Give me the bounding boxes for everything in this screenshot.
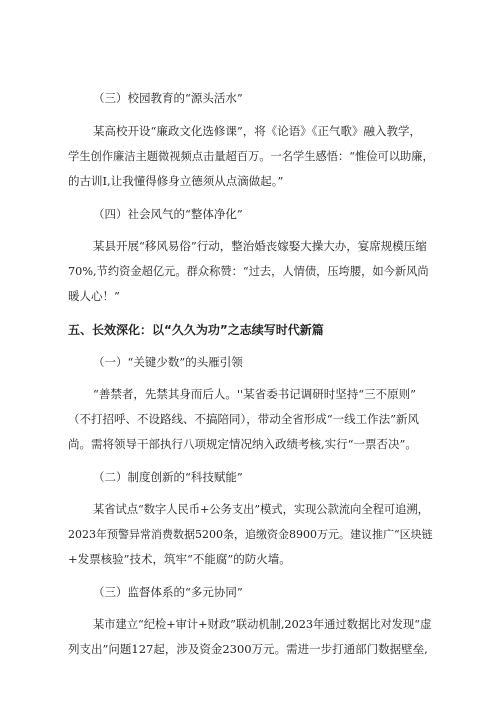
paragraph-line: 某县开展“移风易俗”行动，整治婚丧嫁娶大操大办，宴席规模压缩	[93, 239, 427, 253]
paragraph-line: 某市建立“纪检+审计+财政”联动机制,2023年通过数据比对发现“虚	[93, 618, 432, 631]
paragraph-line: 列支出”问题127起，涉及资金2300万元。需进一步打通部门数据壁垒,	[68, 642, 428, 656]
section-heading-multi-collaboration: （三）监督体系的“多元协同”	[93, 585, 243, 599]
paragraph-line: 学生创作廉洁主题微视频点击量超百万。一名学生感悟：“惟俭可以助廉，	[68, 150, 434, 163]
paragraph-line: 某省试点“数字人民币+公务支出”模式，实现公款流向全程可追溯，	[93, 503, 429, 516]
paragraph-line: 70%,节约资金超亿元。群众称赞：“过去，人情债，压垮腰，如今新风尚	[68, 265, 429, 278]
paragraph-line: 暖人心！”	[68, 289, 120, 303]
section-heading-key-minority: （一）“关键少数”的头雁引领	[93, 355, 243, 369]
paragraph-line: 2023年预警异常消费数据5200条，追缴资金8900万元。建议推广“区块链	[68, 528, 433, 541]
paragraph-line: 的古训I,让我懂得修身立德须从点滴做起。”	[68, 174, 284, 188]
section-heading-tech-empowerment: （二）制度创新的“科技赋能”	[93, 470, 243, 484]
paragraph-line: （不打招呼、不设路线、不搞陪同），带动全省形成“一线工作法”新风	[68, 412, 420, 426]
paragraph-line: +发票核验”技术，筑牢“不能腐”的防火墙。	[68, 552, 291, 566]
paragraph-line: 尚。需将领导干部执行八项规定情况纳入政绩考核,实行“一票否决”。	[68, 437, 417, 451]
section-heading-campus-education: （三）校园教育的“源头活水”	[93, 91, 243, 105]
section-heading-social-atmosphere: （四）社会风气的“整体净化”	[93, 207, 243, 221]
paragraph-line: 某高校开设“廉政文化选修课”，将《论语》《正气歌》融入教学，	[93, 124, 422, 138]
paragraph-line: “善禁者，先禁其身而后人。''某省委书记调研时坚持“三不原则”	[93, 387, 416, 401]
chapter-heading: 五、长效深化：以“久久为功”之志续写时代新篇	[68, 323, 324, 337]
